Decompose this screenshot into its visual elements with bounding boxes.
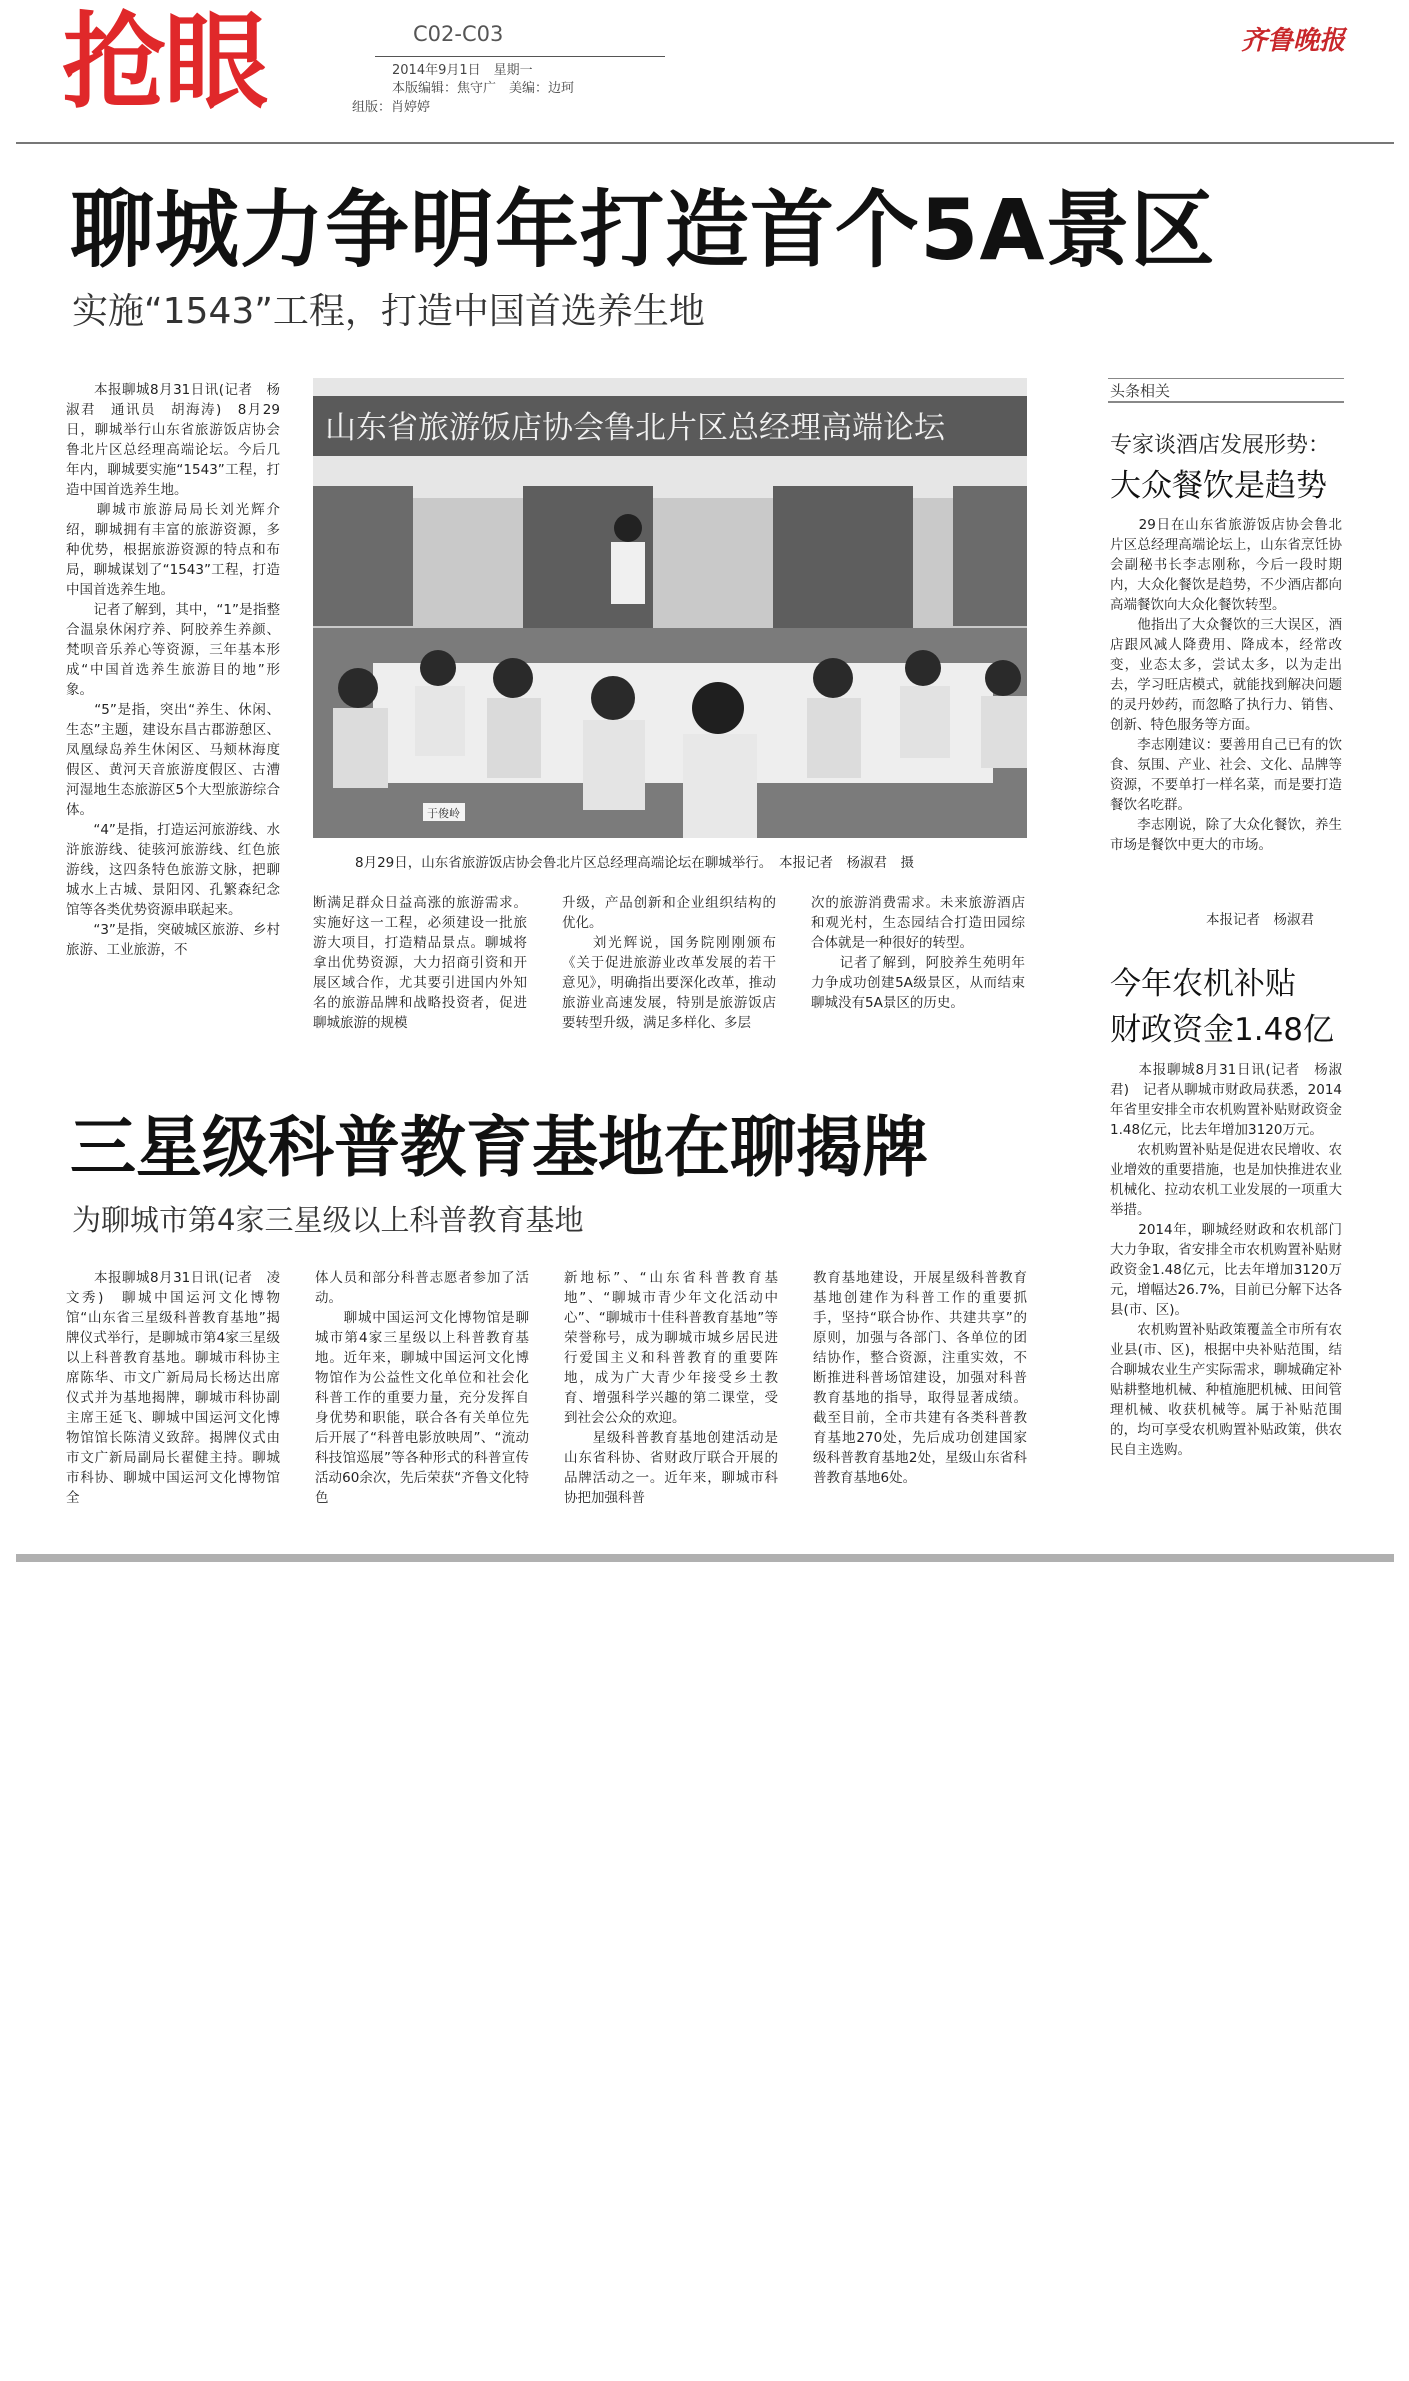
second-headline: 三星级科普教育基地在聊揭牌 [70,1109,928,1186]
sidebar-story2-body: 本报聊城8月31日讯(记者 杨淑君) 记者从聊城市财政局获悉，2014年省里安排全市农机购置补贴财政资金1.48亿元，比去年增加3120万元。 农机购置补贴是促进农民增收、农业增效的重要措施，也是加快推进农业机械化、拉动农机工业发展的一项重大举措。 2014年，聊城经财政和农机部门大力争取，省安排全市农机购置补贴财政资金1.48亿元，比去年增加3120万元，增幅达26.7%，目前已分解下达各县(市、区)。 农机购置补贴政策覆盖全市所有农业县(市、区)，根据中央补贴范围，结合聊城农业生产实际需求，聊城确定补贴耕整地机械、种植施肥机械、田间管理机械、收获机械等。属于补贴范围的，均可享受农机购置补贴政策，供农民自主选购。 [1110,1062,1342,1458]
sidebar-tag: 头条相关 [1110,382,1171,400]
sidebar-tag-rule-top [1108,378,1344,379]
sidebar-story1-byline: 本报记者 杨淑君 [1206,912,1314,928]
main-subheadline: 实施“1543”工程，打造中国首选养生地 [72,291,705,332]
main-article-col4: 次的旅游消费需求。未来旅游酒店和观光村，生态园结合打造田园综合体就是一种很好的转型。 记者了解到，阿胶养生苑明年力争成功创建5A级景区，从而结束聊城没有5A景区的历史。 [811,895,1025,1011]
editor-line: 本版编辑：焦守广 美编：边珂 [392,81,575,96]
sidebar-story1-kicker: 专家谈酒店发展形势： [1110,433,1331,458]
proof-line: 组版：肖婷婷 [352,100,431,115]
page-code: C02-C03 [413,22,504,46]
sidebar-story1-body: 29日在山东省旅游饭店协会鲁北片区总经理高端论坛上，山东省烹饪协会副秘书长李志刚称，今后一段时期内，大众化餐饮是趋势，不少酒店都向高端餐饮向大众化餐饮转型。 他指出了大众餐饮的三大误区，酒店跟风减人降费用、降成本，经常改变，业态太多，尝试太多，以为走出去，学习旺店模式，就能找到解决问题的灵丹妙药，而忽略了执行力、销售、创新、特色服务等方面。 李志刚建议：要善用自己已有的饮食、氛围、产业、社会、文化、品牌等资源，不要单打一样名菜，而是要打造餐饮名吃群。 李志刚说，除了大众化餐饮，养生市场是餐饮中更大的市场。 [1110,517,1342,853]
sidebar-story2-title-line1: 今年农机补贴 [1110,966,1296,1002]
main-article-col1: 本报聊城8月31日讯(记者 杨淑君 通讯员 胡海涛) 8月29日，聊城举行山东省旅游饭店协会鲁北片区总经理高端论坛。今后几年内，聊城要实施“1543”工程，打造中国首选养生地。 聊城市旅游局局长刘光辉介绍，聊城拥有丰富的旅游资源，多种优势，根据旅游资源的特点和布局，聊城谋划了“1543”工程，打造中国首选养生地。 记者了解到，其中，“1”是指整合温泉休闲疗养、阿胶养生养颜、梵呗音乐养心等资源，三年基本形成“中国首选养生旅游目的地”形象。 “5”是指，突出“养生、休闲、生态”主题，建设东昌古郡游憩区、凤凰绿岛养生休闲区、马颊林海度假区、黄河天音旅游度假区、古漕河湿地生态旅游区5个大型旅游综合体。 “4”是指，打造运河旅游线、水浒旅游线、徒骇河旅游线、红色旅游线，这四条特色旅游文脉，把聊城水上古城、景阳冈、孔繁森纪念馆等各类优势资源串联起来。 “3”是指，突破城区旅游、乡村旅游、工业旅游，不 [66,382,280,958]
section-logo: 抢眼 [62,1,267,123]
photo-caption: 8月29日，山东省旅游饭店协会鲁北片区总经理高端论坛在聊城举行。 本报记者 杨淑君 摄 [355,855,915,871]
second-article-col2: 体人员和部分科普志愿者参加了活动。 聊城中国运河文化博物馆是聊城市第4家三星级以上科普教育基地。近年来，聊城中国运河文化博物馆作为公益性文化单位和社会化科普工作的重要力量，充分发挥自身优势和职能，联合各有关单位先后开展了“科普电影放映周”、“流动科技馆巡展”等各种形式的科普宣传活动60余次，先后荣获“齐鲁文化特色 [315,1270,529,1506]
main-article-col2: 断满足群众日益高涨的旅游需求。实施好这一工程，必须建设一批旅游大项目，打造精品景点。聊城将拿出优势资源，大力招商引资和开展区域合作，尤其要引进国内外知名的旅游品牌和战略投资者，促进聊城旅游的规模 [313,895,527,1031]
sidebar-tag-rule-bottom [1108,401,1344,403]
second-article-col3: 新地标”、“山东省科普教育基地”、“聊城市青少年文化活动中心”、“聊城市十佳科普教育基地”等荣誉称号，成为聊城市城乡居民进行爱国主义和科普教育的重要阵地，成为广大青少年接受乡土教育、增强科学兴趣的第二课堂，受到社会公众的欢迎。 星级科普教育基地创建活动是山东省科协、省财政厅联合开展的品牌活动之一。近年来，聊城市科协把加强科普 [564,1270,778,1506]
bottom-rule [16,1554,1394,1562]
forum-photo [313,378,1027,838]
photo-nameplate: 于俊岭 [427,807,460,820]
second-article-col4: 教育基地建设，开展星级科普教育基地创建作为科普工作的重要抓手，坚持“联合协作、共建共享”的原则，加强与各部门、各单位的团结协作，整合资源，注重实效，不断推进科普场馆建设，加强对科普教育基地的指导，取得显著成绩。截至目前，全市共建有各类科普教育基地270处，先后成功创建国家级科普教育基地2处，星级山东省科普教育基地6处。 [813,1270,1027,1486]
sidebar-story1-title: 大众餐饮是趋势 [1110,468,1327,504]
sidebar-story2-title-line2: 财政资金1.48亿 [1110,1012,1335,1048]
date-line: 2014年9月1日 星期一 [392,63,533,78]
header-small-rule [375,56,665,57]
main-headline: 聊城力争明年打造首个5A景区 [70,181,1216,279]
second-article-col1: 本报聊城8月31日讯(记者 凌文秀) 聊城中国运河文化博物馆“山东省三星级科普教育基地”揭牌仪式举行，是聊城市第4家三星级以上科普教育基地。聊城市科协主席陈华、市文广新局局长杨达出席仪式并为基地揭牌，聊城市科协副主席王延飞、聊城中国运河文化博物馆馆长陈清义致辞。揭牌仪式由市文广新局副局长翟健主持。聊城市科协、聊城中国运河文化博物馆全 [66,1270,280,1506]
header-rule [16,142,1394,144]
main-article-col3: 升级，产品创新和企业组织结构的优化。 刘光辉说，国务院刚刚颁布《关于促进旅游业改革发展的若干意见》，明确指出要深化改革，推动旅游业高速发展，特别是旅游饭店要转型升级，满足多样化、多层 [562,895,776,1031]
second-subheadline: 为聊城市第4家三星级以上科普教育基地 [72,1203,584,1237]
masthead-logo: 齐鲁晚报 [1240,26,1345,56]
photo-banner-text: 山东省旅游饭店协会鲁北片区总经理高端论坛 [325,410,945,446]
